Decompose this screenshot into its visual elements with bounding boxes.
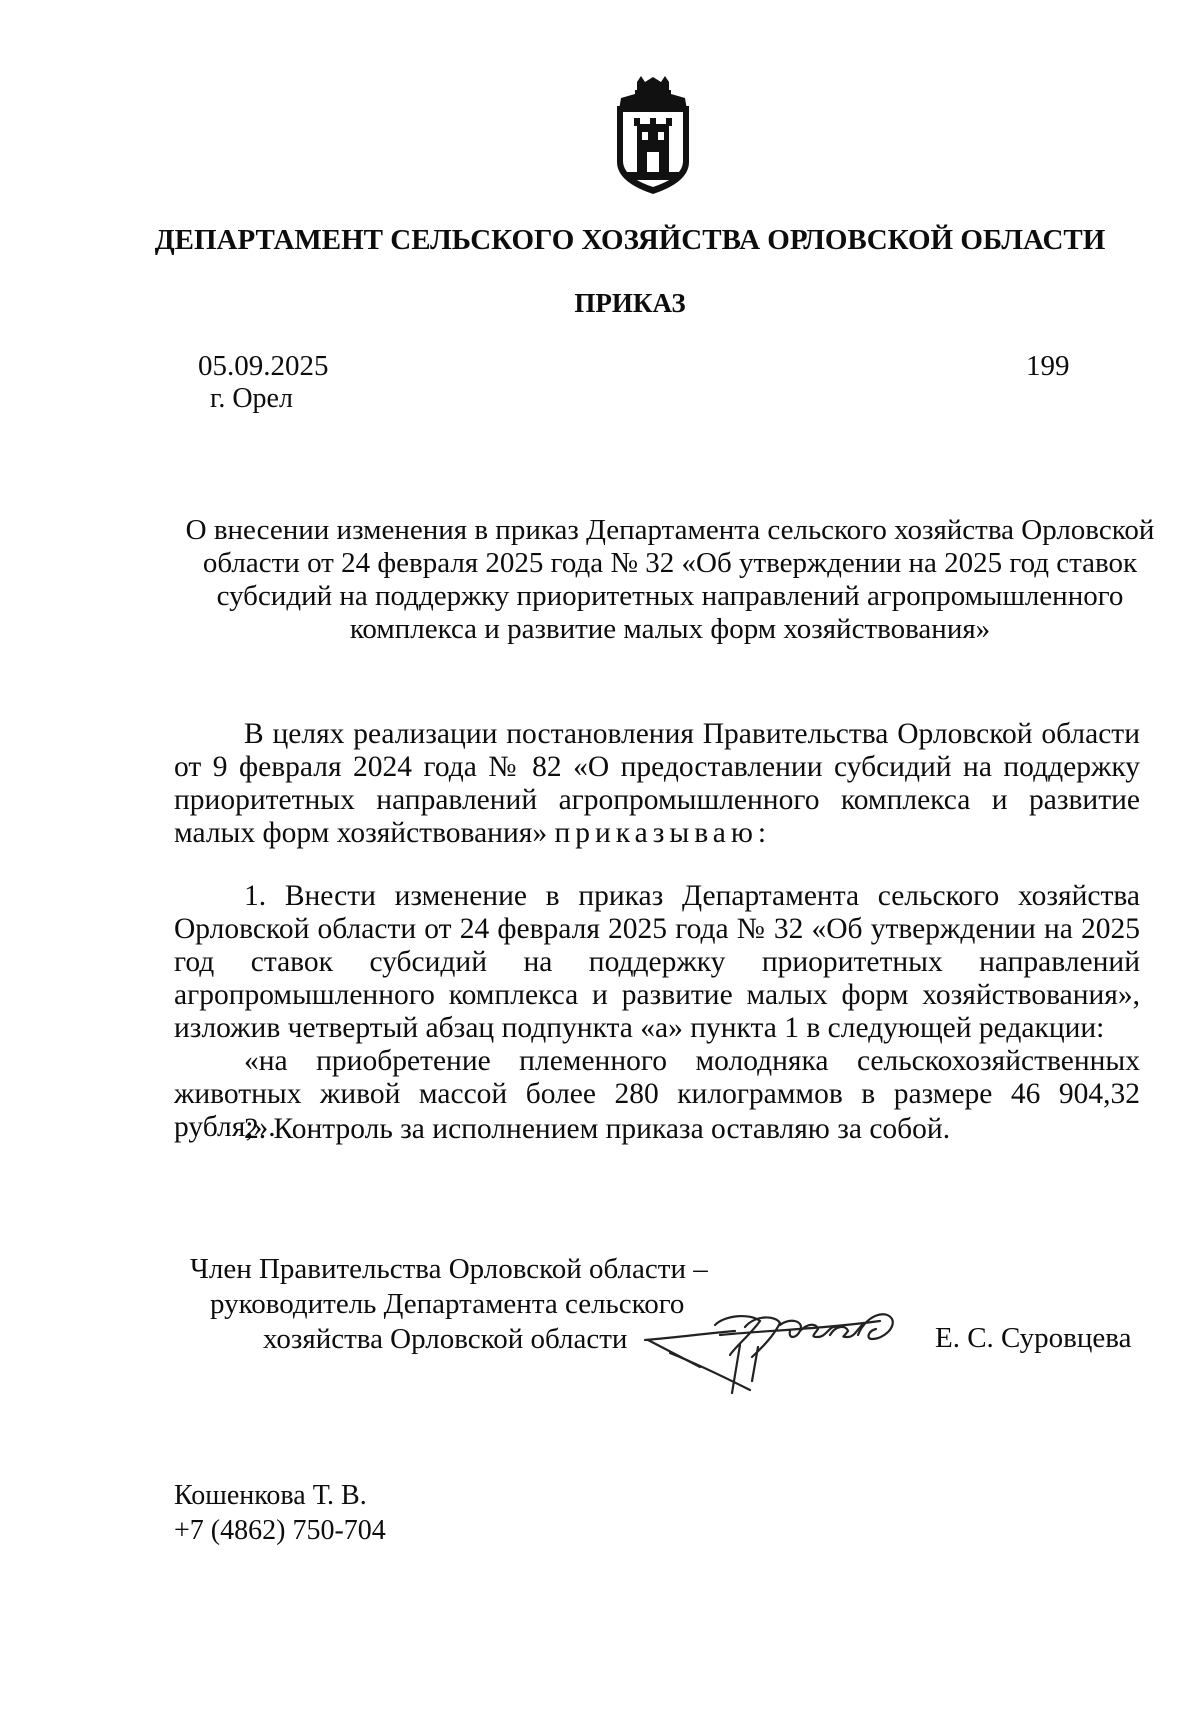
signatory-position-line-3: хозяйства Орловской области — [263, 1323, 628, 1355]
executor-phone: +7 (4862) 750-704 — [174, 1515, 386, 1546]
document-number: 199 — [1026, 350, 1070, 382]
document-subject: О внесении изменения в приказ Департамента сельского хозяйства Орловской области от 24 февраля 2025 года № 32 «Об утверждении на 2025 год ставок субсидий на поддержку приоритетных направлений агропромышленного комплекса и развитие малых форм хозяйствования» — [185, 514, 1155, 645]
document-type-title: ПРИКАЗ — [574, 288, 686, 318]
executor-name: Кошенкова Т. В. — [174, 1480, 367, 1511]
department-title: ДЕПАРТАМЕНТ СЕЛЬСКОГО ХОЗЯЙСТВА ОРЛОВСКОЙ ОБЛАСТИ — [154, 224, 1106, 256]
item-1-quote-paragraph: «на приобретение племенного молодняка сельскохозяйственных животных живой массой более 280 килограммов в размере 46 904,32 рубля;». — [174, 1045, 1140, 1143]
preamble-paragraph — [174, 718, 1140, 850]
signatory-name: Е. С. Суровцева — [935, 1322, 1132, 1354]
document-date: 05.09.2025 — [198, 350, 329, 382]
order-word: приказываю: — [554, 817, 772, 849]
coat-of-arms-icon — [607, 76, 699, 196]
item-1-paragraph: 1. Внести изменение в приказ Департамента сельского хозяйства Орловской области от 24 февраля 2025 года № 32 «Об утверждении на 2025 год ставок субсидий на поддержку приоритетных направлений агропромышленного комплекса и развитие малых форм хозяйствования», изложив четвертый абзац подпункта «а» пункта 1 в следующей редакции: — [174, 880, 1140, 1044]
preamble-text: В целях реализации постановления Правительства Орловской области от 9 февраля 2024 года № 82 «О предоставлении субсидий на поддержку приоритетных направлений агропромышленного комплекса и развитие малых форм хозяйствования» — [174, 718, 1140, 849]
item-2-paragraph: 2. Контроль за исполнением приказа оставляю за собой. — [244, 1113, 951, 1145]
handwritten-signature — [640, 1295, 930, 1395]
document-city: г. Орел — [210, 383, 293, 414]
signatory-position-line-1: Член Правительства Орловской области – — [190, 1253, 708, 1285]
signatory-position-line-2: руководитель Департамента сельского — [210, 1288, 685, 1320]
